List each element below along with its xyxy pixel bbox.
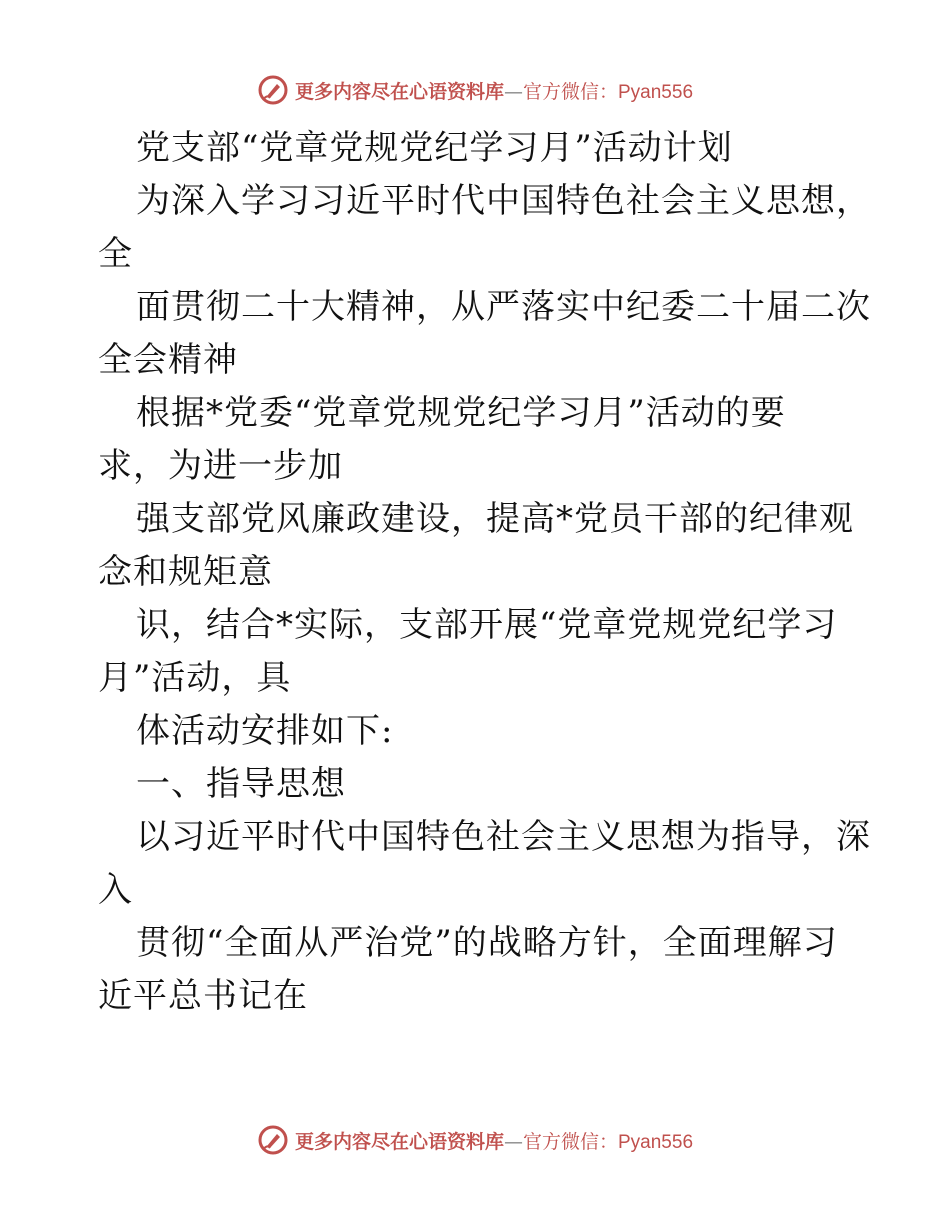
document-line: 近平总书记在 [98,976,308,1016]
document-line: 为深入学习习近平时代中国特色社会主义思想， [136,181,871,221]
watermark-label: 官方微信： [522,80,618,103]
document-line: 以习近平时代中国特色社会主义思想为指导，深 [136,817,871,857]
watermark-dash: — [503,80,523,103]
watermark-label: 官方微信： [522,1130,618,1153]
document-line: 求，为进一步加 [98,446,343,486]
document-line: 念和规矩意 [98,552,273,592]
watermark-text [295,1127,693,1154]
document-line: 入 [98,870,133,910]
document-line: 党支部“党章党规党纪学习月”活动计划 [136,128,733,168]
document-line: 强支部党风廉政建设，提高*党员干部的纪律观 [136,499,854,539]
watermark-dash: — [503,1130,523,1153]
document-line: 一、指导思想 [136,764,346,804]
header-watermark [0,70,950,110]
document-line: 体活动安排如下: [136,711,394,751]
document-line: 月”活动，具 [98,658,292,698]
document-line: 面贯彻二十大精神，从严落实中纪委二十届二次 [136,287,871,327]
watermark-site: 更多内容尽在心语资料库 [294,1130,504,1153]
footer-watermark [0,1120,950,1160]
document-line: 贯彻“全面从严治党”的战略方针，全面理解习 [136,923,838,963]
document-line: 全 [98,234,133,274]
watermark-wechat: Pyan556 [618,81,694,103]
document-line: 根据*党委“党章党规党纪学习月”活动的要 [136,393,786,433]
watermark-wechat: Pyan556 [618,1131,694,1153]
watermark-text [295,77,693,104]
document-line: 全会精神 [98,340,238,380]
pen-nib-logo-icon [257,74,289,106]
document-line: 识，结合*实际，支部开展“党章党规党纪学习 [136,605,838,645]
document-body [98,122,871,1023]
pen-nib-logo-icon [257,1124,289,1156]
watermark-site: 更多内容尽在心语资料库 [294,80,504,103]
